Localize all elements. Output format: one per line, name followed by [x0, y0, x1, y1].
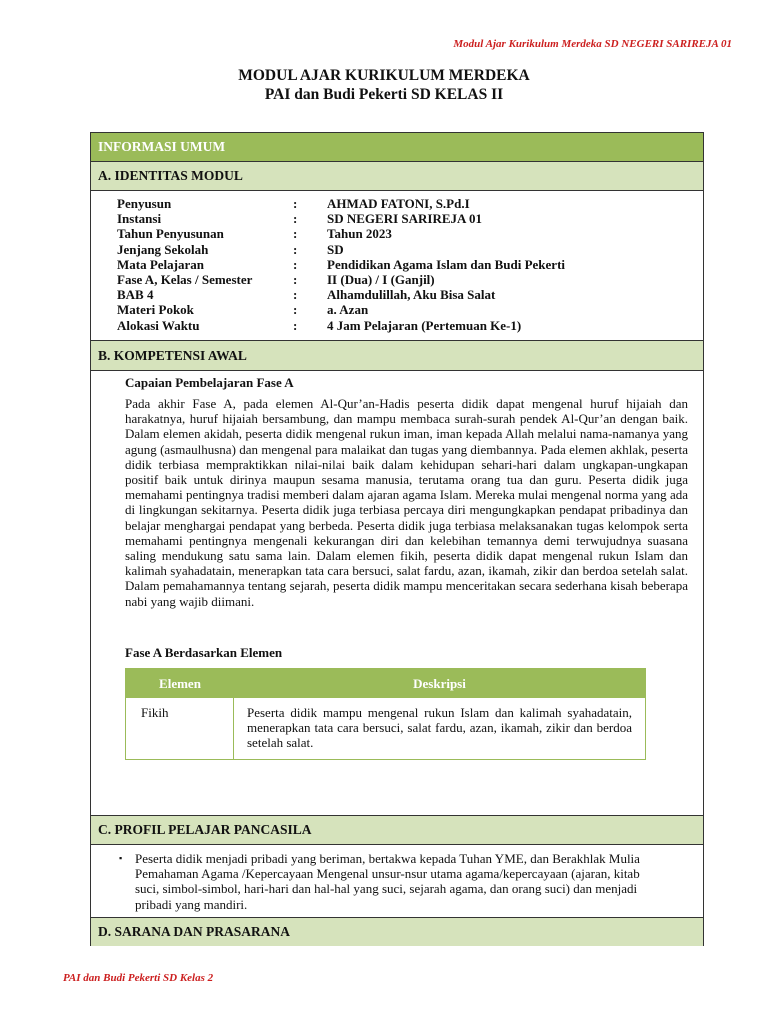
identitas-row [117, 257, 687, 272]
identitas-label: Tahun Penyusunan [117, 226, 224, 242]
identitas-row [117, 318, 687, 333]
identitas-label: Jenjang Sekolah [117, 241, 209, 257]
section-kompetensi-awal: B. KOMPETENSI AWAL [91, 340, 703, 371]
bullet-icon: ▪ [119, 853, 123, 863]
identitas-label: Materi Pokok [117, 302, 194, 318]
document-title [0, 66, 768, 104]
identitas-label: Penyusun [117, 196, 172, 211]
capaian-title: Capaian Pembelajaran Fase A [125, 375, 294, 390]
identitas-label: Mata Pelajaran [117, 256, 205, 272]
module-frame [90, 132, 704, 946]
identitas-label: BAB 4 [117, 287, 154, 303]
identitas-label: Alokasi Waktu [117, 317, 200, 333]
identitas-row [117, 196, 687, 211]
identitas-value: Tahun 2023 [327, 226, 392, 242]
separator: : [293, 317, 298, 333]
identitas-label: Instansi [117, 211, 162, 227]
separator: : [293, 211, 298, 227]
elemen-table-header [126, 669, 645, 698]
separator: : [293, 287, 298, 303]
identitas-value: II (Dua) / I (Ganjil) [327, 272, 435, 288]
identitas-row [117, 272, 687, 287]
separator: : [293, 241, 298, 257]
cell-deskripsi: Peserta didik mampu mengenal rukun Islam dan kalimah syahadatain, menerapkan tata cara bersuci, salat fardu, azan, ikamah, zikir dan berdoa setelah salat. [247, 705, 632, 751]
identitas-row [117, 302, 687, 317]
separator: : [293, 256, 298, 272]
header-elemen: Elemen [159, 675, 201, 691]
elemen-table [125, 668, 646, 760]
cell-elemen: Fikih [126, 698, 234, 759]
header-deskripsi: Deskripsi [413, 675, 466, 691]
section-identitas-modul: A. IDENTITAS MODUL [91, 161, 703, 191]
identitas-row [117, 287, 687, 302]
identitas-row [117, 242, 687, 257]
title-line-2: PAI dan Budi Pekerti SD KELAS II [264, 86, 504, 103]
identitas-value: AHMAD FATONI, S.Pd.I [327, 196, 470, 211]
title-line-1: MODUL AJAR KURIKULUM MERDEKA [238, 67, 530, 84]
profil-text: Peserta didik menjadi pribadi yang beriman, bertakwa kepada Tuhan YME, dan Berakhlak Mulia Pemahaman Agama /Kepercayaan Mengenal unsur-nsur utama agama/kepercayaan (ajaran, kitab suci, simbol-simbol, hari-hari dan hal-hal yang suci, sejarah agama, dan orang suci) dan menjadi pribadi yang mandiri. [135, 851, 640, 912]
identitas-row [117, 226, 687, 241]
identitas-value: SD NEGERI SARIREJA 01 [327, 211, 482, 227]
identitas-value: a. Azan [327, 302, 369, 318]
table-row [126, 698, 645, 759]
footer-note: PAI dan Budi Pekerti SD Kelas 2 [63, 972, 214, 984]
identitas-value: Alhamdulillah, Aku Bisa Salat [327, 287, 496, 303]
separator: : [293, 196, 298, 211]
identitas-label: Fase A, Kelas / Semester [117, 272, 253, 288]
elemen-title: Fase A Berdasarkan Elemen [125, 645, 283, 660]
identitas-value: 4 Jam Pelajaran (Pertemuan Ke-1) [327, 317, 522, 333]
identitas-value: Pendidikan Agama Islam dan Budi Pekerti [327, 256, 566, 272]
identitas-table [117, 196, 687, 333]
identitas-row [117, 211, 687, 226]
identitas-value: SD [327, 241, 344, 257]
profil-bullet-item [119, 851, 659, 912]
capaian-paragraph: Pada akhir Fase A, pada elemen Al-Qur’an-Hadis peserta didik dapat mengenal huruf hijaiah dan harakatnya, huruf hijaiah bersambung, dan mampu membaca surah-surah pendek Al-Qur’an dengan baik. Dalam elemen akidah, peserta didik mengenal rukun iman, iman kepada Allah melalui nama-namanya yang agung (asmaulhusna) dan mengenal para malaikat dan tugas yang diembannya. Pada elemen akhlak, peserta didik terbiasa mempraktikkan nilai-nilai baik dalam kehidupan sehari-hari dalam ungkapan-ungkapan positif baik untuk dirinya maupun sesama manusia, terutama orang tua dan guru. Peserta didik juga memahami pentingnya tradisi memberi dalam ajaran agama Islam. Mereka mulai mengenal norma yang ada di lingkungan sekitarnya. Peserta didik juga terbiasa percaya diri mengungkapkan pendapat pribadinya dan belajar menghargai pendapat yang berbeda. Peserta didik juga terbiasa melaksanakan tugas kelompok serta memahami pentingnya mengenali kekurangan diri dan kelebihan temannya demi terwujudnya suasana saling mendukung satu sama lain. Dalam elemen fikih, peserta didik dapat mengenal rukun Islam dan kalimah syahadatain, menerapkan tata cara bersuci, salat fardu, azan, ikamah, zikir dan berdoa setelah salat. Dalam pemahamannya tentang sejarah, peserta didik mampu menceritakan secara sederhana kisah beberapa nabi yang wajib diimani. [125, 396, 688, 609]
section-sarana-prasarana: D. SARANA DAN PRASARANA [91, 917, 703, 946]
separator: : [293, 226, 298, 242]
separator: : [293, 272, 298, 288]
separator: : [293, 302, 298, 318]
section-profil-pelajar-pancasila: C. PROFIL PELAJAR PANCASILA [91, 815, 703, 845]
section-informasi-umum: INFORMASI UMUM [91, 133, 703, 162]
header-note: Modul Ajar Kurikulum Merdeka SD NEGERI SARIREJA 01 [453, 38, 732, 50]
